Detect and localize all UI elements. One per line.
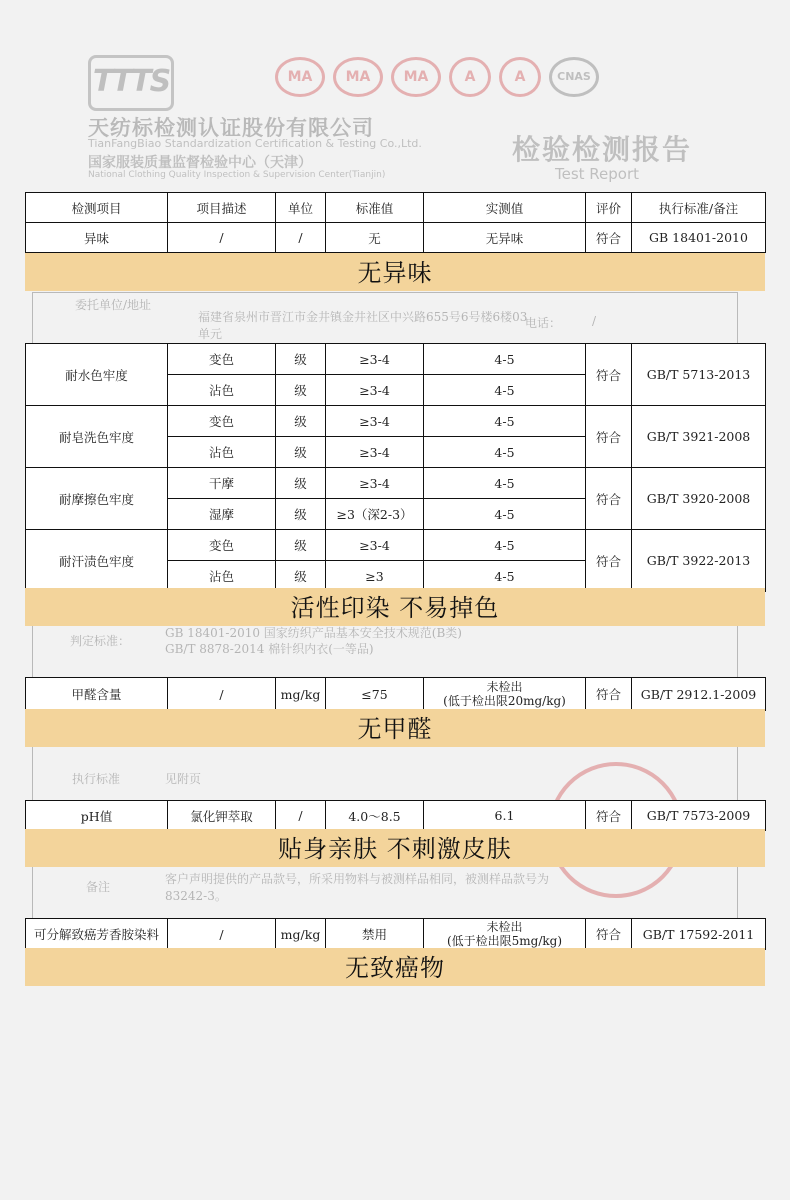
item-cell: 耐汗渍色牢度	[26, 530, 168, 592]
judge-line-1: GB 18401-2010 国家纺织产品基本安全技术规范(B类)	[165, 626, 462, 640]
std-cell: 无	[326, 223, 424, 253]
highlight-band-skin: 贴身亲肤 不刺激皮肤	[25, 829, 765, 867]
ph-table	[25, 800, 766, 831]
cma-mark: MA	[275, 57, 325, 97]
item-cell: 异味	[26, 223, 168, 253]
unit-cell: 级	[276, 561, 326, 592]
std-cell: ≥3-4	[326, 437, 424, 468]
azo-dye-table	[25, 918, 766, 950]
eval-cell: 符合	[586, 530, 632, 592]
colorfastness-table	[25, 343, 766, 592]
client-address: 福建省泉州市晋江市金井镇金井社区中兴路655号6号楼6楼03单元	[198, 310, 528, 341]
report-title-en: Test Report	[555, 165, 640, 183]
exec-value: 见附页	[165, 772, 202, 786]
standard-cell: GB/T 7573-2009	[632, 801, 766, 831]
judge-label: 判定标准：	[70, 634, 131, 648]
header-cell: 执行标准/备注	[632, 193, 766, 223]
item-cell: 甲醛含量	[26, 678, 168, 711]
desc-cell: 沾色	[168, 437, 276, 468]
unit-cell: 级	[276, 499, 326, 530]
std-cell: ≥3-4	[326, 530, 424, 561]
std-cell: ≥3（深2-3）	[326, 499, 424, 530]
std-cell: ≥3-4	[326, 406, 424, 437]
std-cell: ≥3	[326, 561, 424, 592]
unit-cell: 级	[276, 406, 326, 437]
measured-cell	[424, 678, 586, 711]
table-row	[26, 801, 766, 831]
center-name-en: National Clothing Quality Inspection & Supervision Center(Tianjin)	[88, 170, 386, 180]
desc-cell: 变色	[168, 344, 276, 375]
highlight-band-carcinogen: 无致癌物	[25, 948, 765, 986]
desc-cell: 湿摩	[168, 499, 276, 530]
unit-cell: 级	[276, 437, 326, 468]
measured-cell: 4-5	[424, 499, 586, 530]
detection-limit: (低于检出限5mg/kg)	[446, 934, 563, 948]
header-cell: 单位	[276, 193, 326, 223]
std-cell: ≥3-4	[326, 344, 424, 375]
phone-value: /	[592, 314, 597, 328]
company-name: 天纺标检测认证股份有限公司	[88, 116, 374, 140]
center-name: 国家服装质量监督检验中心（天津）	[88, 155, 312, 171]
desc-cell: 变色	[168, 530, 276, 561]
unit-cell: /	[276, 801, 326, 831]
measured-cell: 4-5	[424, 530, 586, 561]
eval-cell: 符合	[586, 223, 632, 253]
standard-cell: GB/T 2912.1-2009	[632, 678, 766, 711]
measured-cell: 4-5	[424, 561, 586, 592]
measured-cell: 4-5	[424, 344, 586, 375]
eval-cell: 符合	[586, 468, 632, 530]
remark-label: 备注	[86, 880, 111, 894]
unit-cell: mg/kg	[276, 919, 326, 950]
certification-marks	[275, 57, 599, 97]
std-cell: 4.0～8.5	[326, 801, 424, 831]
odor-table	[25, 192, 766, 253]
desc-cell: 干摩	[168, 468, 276, 499]
table-row	[26, 530, 766, 561]
standard-cell: GB/T 17592-2011	[632, 919, 766, 950]
measured-cell: 4-5	[424, 375, 586, 406]
exec-label: 执行标准	[72, 772, 121, 786]
highlight-band-odor: 无异味	[25, 253, 765, 291]
unit-cell: 级	[276, 530, 326, 561]
desc-cell: 沾色	[168, 375, 276, 406]
item-cell: 耐摩擦色牢度	[26, 468, 168, 530]
item-cell: 可分解致癌芳香胺染料	[26, 919, 168, 950]
item-cell: 耐水色牢度	[26, 344, 168, 406]
eval-cell: 符合	[586, 678, 632, 711]
phone-label: 电话：	[525, 316, 562, 330]
report-title: 检验检测报告	[512, 133, 693, 166]
measured-result: 未检出	[486, 680, 523, 694]
table-row	[26, 919, 766, 950]
item-cell: 耐皂洗色牢度	[26, 406, 168, 468]
unit-cell: 级	[276, 468, 326, 499]
desc-cell: 沾色	[168, 561, 276, 592]
eval-cell: 符合	[586, 344, 632, 406]
highlight-band-dye: 活性印染 不易掉色	[25, 588, 765, 626]
standard-cell: GB/T 3922-2013	[632, 530, 766, 592]
eval-cell: 符合	[586, 801, 632, 831]
measured-cell: 4-5	[424, 468, 586, 499]
unit-cell: /	[276, 223, 326, 253]
measured-cell: 无异味	[424, 223, 586, 253]
highlight-band-formaldehyde: 无甲醛	[25, 709, 765, 747]
unit-cell: 级	[276, 344, 326, 375]
standard-cell: GB/T 3921-2008	[632, 406, 766, 468]
unit-cell: mg/kg	[276, 678, 326, 711]
header-cell: 评价	[586, 193, 632, 223]
table-row	[26, 344, 766, 375]
cnas-mark: CNAS	[549, 57, 599, 97]
table-row	[26, 468, 766, 499]
std-cell: 禁用	[326, 919, 424, 950]
cal-mark: A	[499, 57, 541, 97]
ttts-logo: TTTS	[88, 55, 174, 111]
item-cell: pH值	[26, 801, 168, 831]
unit-cell: 级	[276, 375, 326, 406]
eval-cell: 符合	[586, 406, 632, 468]
table-row	[26, 223, 766, 253]
desc-cell: 变色	[168, 406, 276, 437]
company-name-en: TianFangBiao Standardization Certification & Testing Co.,Ltd.	[88, 137, 422, 150]
measured-cell: 6.1	[424, 801, 586, 831]
detection-limit: (低于检出限20mg/kg)	[443, 694, 566, 708]
judge-line-2: GB/T 8878-2014 棉针织内衣(一等品)	[165, 642, 374, 656]
eval-cell: 符合	[586, 919, 632, 950]
standard-cell: GB/T 5713-2013	[632, 344, 766, 406]
header-cell: 标准值	[326, 193, 424, 223]
desc-cell: /	[168, 223, 276, 253]
desc-cell: 氯化钾萃取	[168, 801, 276, 831]
desc-cell: /	[168, 919, 276, 950]
std-cell: ≥3-4	[326, 468, 424, 499]
desc-cell: /	[168, 678, 276, 711]
header-cell: 实测值	[424, 193, 586, 223]
cma-mark: MA	[391, 57, 441, 97]
table-row	[26, 678, 766, 711]
measured-cell: 4-5	[424, 437, 586, 468]
standard-cell: GB 18401-2010	[632, 223, 766, 253]
header-cell: 项目描述	[168, 193, 276, 223]
header-cell: 检测项目	[26, 193, 168, 223]
client-label: 委托单位/地址	[75, 298, 152, 312]
table-header-row	[26, 193, 766, 223]
table-row	[26, 406, 766, 437]
measured-result: 未检出	[486, 920, 523, 934]
cma-mark: MA	[333, 57, 383, 97]
formaldehyde-table	[25, 677, 766, 711]
cal-mark: A	[449, 57, 491, 97]
measured-cell	[424, 919, 586, 950]
standard-cell: GB/T 3920-2008	[632, 468, 766, 530]
std-cell: ≥3-4	[326, 375, 424, 406]
measured-cell: 4-5	[424, 406, 586, 437]
std-cell: ≤75	[326, 678, 424, 711]
remark-text: 客户声明提供的产品款号，所采用物料与被测样品相同，被测样品款号为 83242-3。	[165, 872, 550, 903]
